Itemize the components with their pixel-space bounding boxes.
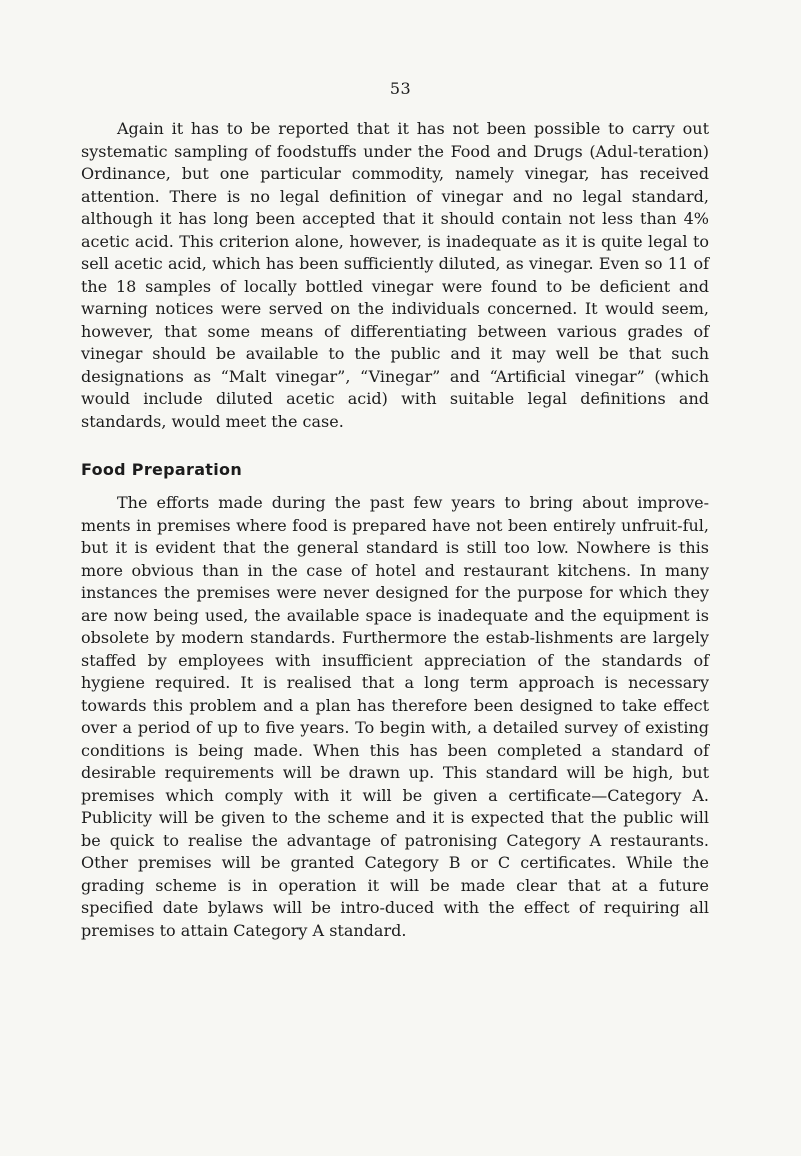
- page-number: 53: [389, 79, 412, 98]
- section-heading-food-preparation: Food Preparation: [81, 460, 243, 479]
- food-preparation-paragraph: The efforts made during the past few years to bring about improve-ments in premises where food is prepared have not been entirely unfruit-ful, but it is evident that the general standard is still too low. Nowhere is this more obvious than in the case of hotel and restaurant kitchens. In many instances the premises were never designed for the purpose for which they are now being used, the available space is inadequate and the equipment is obsolete by modern standards. Furthermore the estab-lishments are largely staffed by employees with insufficient appreciation of the standards of hygiene required. It is realised that a long term approach is necessary towards this problem and a plan has therefore been designed to take effect over a period of up to five years. To begin with, a detailed survey of existing conditions is being made. When this has been completed a standard of desirable requirements will be drawn up. This standard will be high, but premises which comply with it will be given a certificate—Category A. Publicity will be given to the scheme and it is expected that the public will be quick to realise the advantage of patronising Category A restaurants. Other premises will be granted Category B or C certificates. While the grading scheme is in operation it will be made clear that at a future specified date bylaws will be intro-duced with the effect of requiring all premises to attain Category A standard.: [81, 493, 709, 940]
- vinegar-paragraph: Again it has to be reported that it has not been possible to carry out systematic sampling of foodstuffs under the Food and Drugs (Adul-teration) Ordinance, but one particular commodity, namely vinegar, has received attention. There is no legal definition of vinegar and no legal standard, although it has long been accepted that it should contain not less than 4% acetic acid. This criterion alone, however, is inadequate as it is quite legal to sell acetic acid, which has been sufficiently diluted, as vinegar. Even so 11 of the 18 samples of locally bottled vinegar were found to be deficient and warning notices were served on the individuals concerned. It would seem, however, that some means of differentiating between various grades of vinegar should be available to the public and it may well be that such designations as “Malt vinegar”, “Vinegar” and “Artificial vinegar” (which would include diluted acetic acid) with suitable legal definitions and standards, would meet the case.: [81, 119, 709, 431]
